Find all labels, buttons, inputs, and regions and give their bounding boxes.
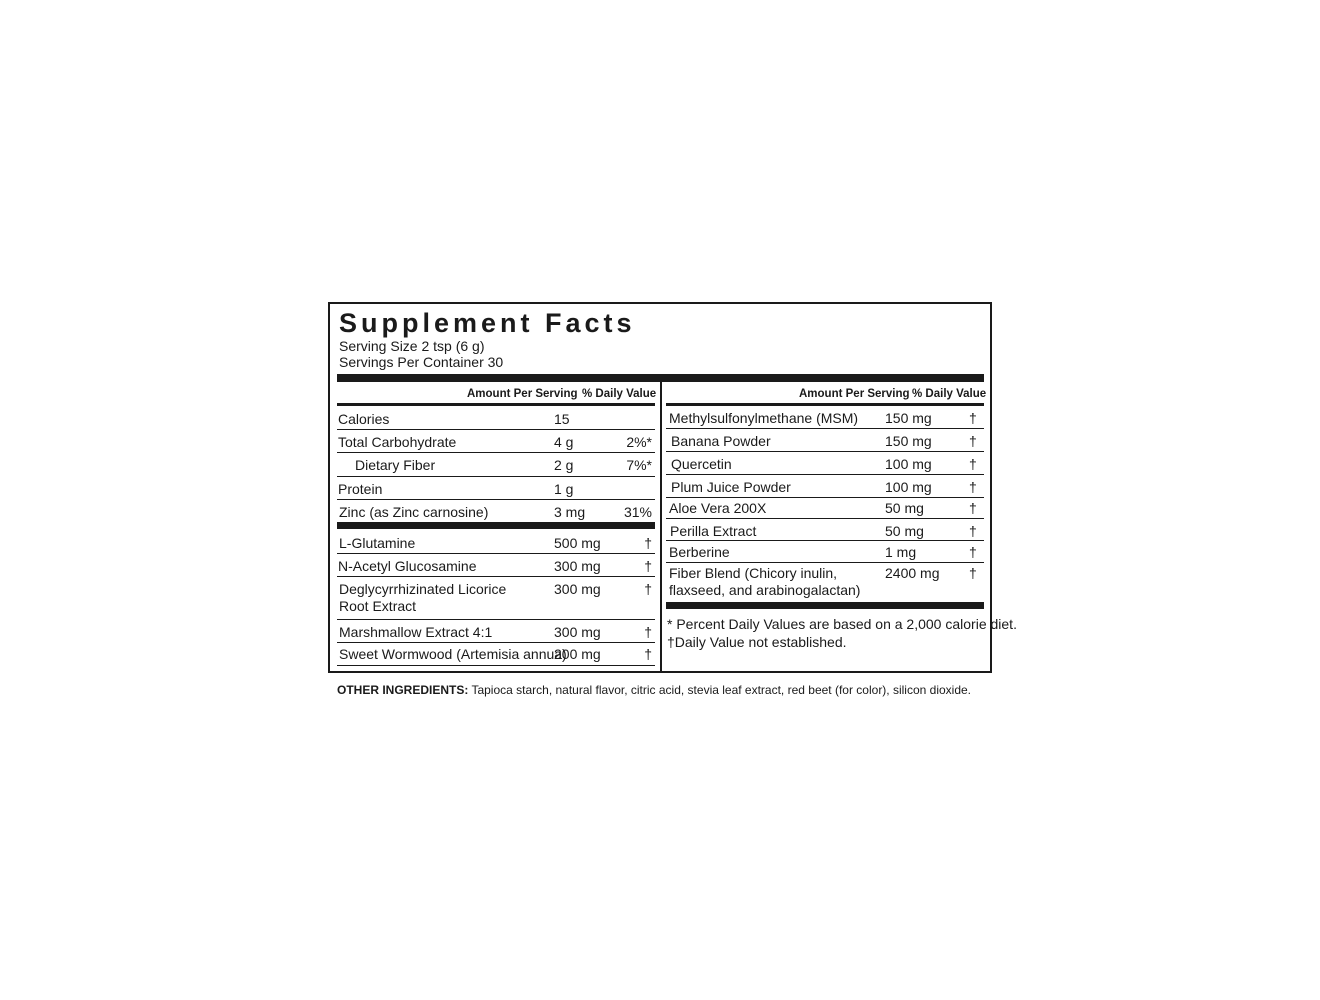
left-row-name: Sweet Wormwood (Artemisia annua) <box>339 646 567 662</box>
left-row-amount: 300 mg <box>554 624 601 640</box>
right-row-dv: † <box>969 410 977 426</box>
right-row-amount: 50 mg <box>885 523 924 539</box>
left-row-name: N-Acetyl Glucosamine <box>338 558 477 574</box>
right-row-rule <box>666 497 984 498</box>
left-header-rule <box>337 403 655 406</box>
left-row-amount: 300 mg <box>554 581 601 597</box>
right-row-amount: 150 mg <box>885 433 932 449</box>
left-row-rule <box>337 619 655 620</box>
right-row-name: Berberine <box>669 544 730 560</box>
left-row-dv: 31% <box>623 504 652 520</box>
right-row-name: Perilla Extract <box>670 523 757 539</box>
other-ingredients-label: OTHER INGREDIENTS: <box>337 683 469 697</box>
left-row-name: L-Glutamine <box>339 535 416 551</box>
panel-title: Supplement Facts <box>339 308 636 338</box>
other-ingredients <box>337 682 971 698</box>
right-row-name: Fiber Blend (Chicory inulin, flaxseed, and arabinogalactan) <box>669 565 861 598</box>
right-row-dv: † <box>969 479 977 495</box>
right-row-rule <box>666 518 984 519</box>
left-row-rule <box>337 429 655 430</box>
left-row-rule <box>337 553 655 554</box>
left-amount-header: Amount Per Serving <box>467 388 578 400</box>
left-row-name: Total Carbohydrate <box>338 434 457 450</box>
supplement-facts-panel <box>328 302 1017 673</box>
left-row-amount: 500 mg <box>554 535 601 551</box>
right-dv-header: % Daily Value <box>912 388 987 400</box>
left-row-rule <box>337 452 655 453</box>
right-row-name: Methylsulfonylmethane (MSM) <box>669 410 859 426</box>
left-row-amount: 300 mg <box>554 558 601 574</box>
left-row-dv: 2%* <box>626 434 652 450</box>
left-row-dv: † <box>644 581 652 597</box>
right-amount-header: Amount Per Serving <box>799 388 910 400</box>
left-row-amount: 2 g <box>554 457 574 473</box>
left-row-amount: 3 mg <box>554 504 586 520</box>
left-row-amount: 1 g <box>554 481 574 497</box>
right-row-name: Aloe Vera 200X <box>669 500 767 516</box>
right-row-amount: 50 mg <box>885 500 924 516</box>
top-thick-bar <box>337 374 984 382</box>
servings-per-container: Servings Per Container 30 <box>339 354 504 370</box>
right-row-dv: † <box>969 456 977 472</box>
right-row-name: Banana Powder <box>671 433 771 449</box>
left-row-rule <box>337 665 655 666</box>
footnote-dagger: †Daily Value not established. <box>667 634 847 650</box>
left-row-name: Calories <box>338 411 390 427</box>
right-header-rule <box>666 403 984 406</box>
left-row-dv: 7%* <box>626 457 652 473</box>
other-ingredients-text: Tapioca starch, natural flavor, citric acid, stevia leaf extract, red beet (for color), silicon dioxide. <box>468 683 972 697</box>
left-row-dv: † <box>644 624 652 640</box>
left-row-rule <box>337 642 655 643</box>
right-row-rule <box>666 562 984 563</box>
left-row-amount: 4 g <box>554 434 574 450</box>
right-row-amount: 100 mg <box>885 479 932 495</box>
right-row-dv: † <box>969 523 977 539</box>
right-row-dv: † <box>969 544 977 560</box>
left-mid-thick-bar <box>337 522 655 529</box>
left-row-dv: † <box>644 558 652 574</box>
left-row-dv: † <box>644 646 652 662</box>
right-row-amount: 150 mg <box>885 410 932 426</box>
left-row-name: Protein <box>338 481 383 497</box>
right-row-rule <box>666 474 984 475</box>
right-bottom-thick-bar <box>666 602 984 609</box>
right-row-dv: † <box>969 500 977 516</box>
left-row-name: Marshmallow Extract 4:1 <box>339 624 493 640</box>
right-row-dv: † <box>969 433 977 449</box>
left-dv-header: % Daily Value <box>582 388 657 400</box>
right-row-rule <box>666 451 984 452</box>
right-row-amount: 2400 mg <box>885 565 940 581</box>
right-row-amount: 1 mg <box>885 544 917 560</box>
right-row-rule <box>666 540 984 541</box>
left-row-amount: 15 <box>554 411 570 427</box>
left-row-rule <box>337 499 655 500</box>
serving-size: Serving Size 2 tsp (6 g) <box>339 338 485 354</box>
column-divider <box>660 382 662 671</box>
right-row-name: Quercetin <box>671 456 732 472</box>
left-row-name: Deglycyrrhizinated Licorice Root Extract <box>339 581 507 614</box>
left-row-name: Zinc (as Zinc carnosine) <box>339 504 489 520</box>
left-row-rule <box>337 476 655 477</box>
footnote-percent-dv: * Percent Daily Values are based on a 2,000 calorie diet. <box>667 616 1017 632</box>
right-row-name: Plum Juice Powder <box>671 479 791 495</box>
left-row-amount: 200 mg <box>554 646 601 662</box>
left-row-dv: † <box>644 535 652 551</box>
right-row-dv: † <box>969 565 977 581</box>
right-row-rule <box>666 428 984 429</box>
left-row-rule <box>337 576 655 577</box>
right-row-amount: 100 mg <box>885 456 932 472</box>
left-row-name: Dietary Fiber <box>355 457 436 473</box>
